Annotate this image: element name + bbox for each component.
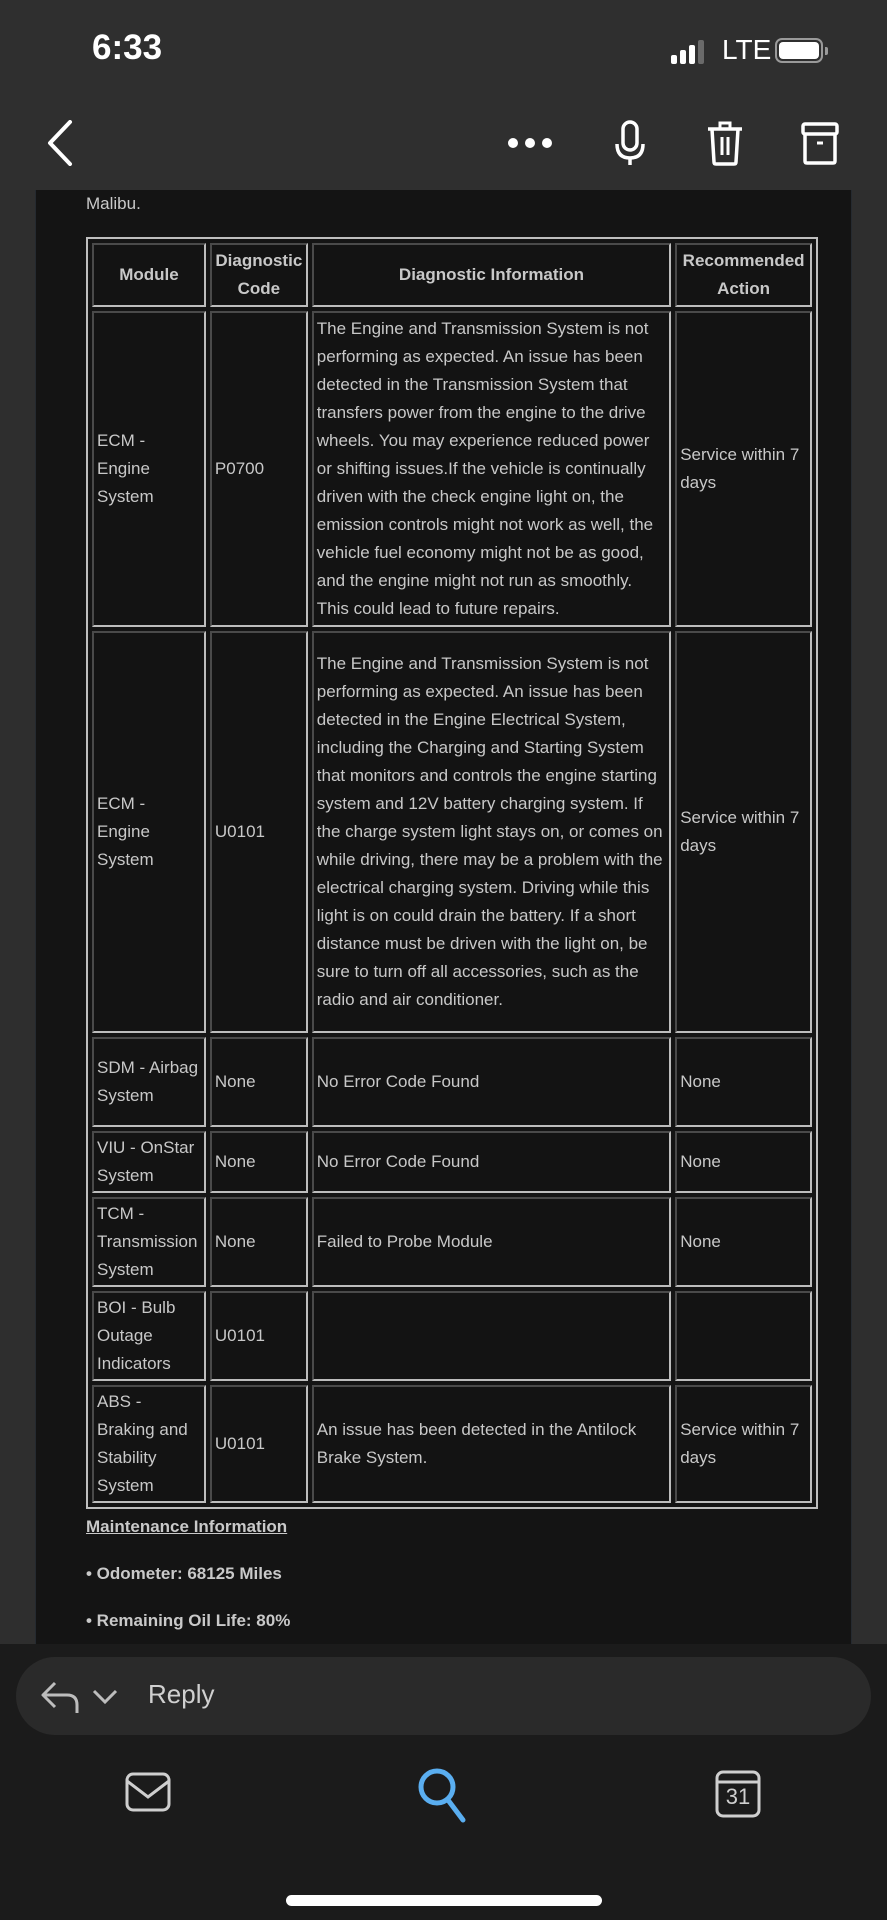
signal-icon xyxy=(671,40,707,64)
cell-action: None xyxy=(675,1197,812,1287)
maintenance-oil-life: • Remaining Oil Life: 80% xyxy=(86,1611,291,1630)
table-row xyxy=(92,1197,812,1287)
cell-action xyxy=(675,1291,812,1381)
cell-action: Service within 7 days xyxy=(675,631,812,1033)
header-module: Module xyxy=(92,243,206,307)
maintenance-title: Maintenance Information xyxy=(86,1517,288,1536)
cell-action: Service within 7 days xyxy=(675,311,812,627)
network-type: LTE xyxy=(722,34,772,65)
cell-action: Service within 7 days xyxy=(675,1385,812,1503)
calendar-day: 31 xyxy=(725,1784,751,1809)
cell-code: None xyxy=(210,1131,308,1193)
search-icon[interactable] xyxy=(415,1765,471,1825)
cell-info: The Engine and Transmission System is not performing as expected. An issue has been detected in the Transmission System that transfers power from the engine to the drive wheels. You may experience reduced power or shifting issues.If the vehicle is continually driven with the check engine light on, the emission controls might not work as well, the vehicle fuel economy might not be as good, and the engine might not run as smoothly. This could lead to future repairs. xyxy=(312,311,671,627)
cell-module: ECM - Engine System xyxy=(92,631,206,1033)
reply-bar[interactable] xyxy=(16,1657,871,1735)
cell-action: None xyxy=(675,1037,812,1127)
cell-code: U0101 xyxy=(210,1385,308,1503)
more-icon[interactable] xyxy=(505,128,555,158)
battery-icon xyxy=(775,38,823,63)
cell-info: An issue has been detected in the Antilock Brake System. xyxy=(312,1385,671,1503)
cell-module: SDM - Airbag System xyxy=(92,1037,206,1127)
table-row xyxy=(92,1291,812,1381)
cell-info: Failed to Probe Module xyxy=(312,1197,671,1287)
table-row xyxy=(92,1037,812,1127)
chevron-down-icon[interactable] xyxy=(90,1683,120,1711)
archive-icon[interactable] xyxy=(800,120,840,166)
maintenance-odometer: • Odometer: 68125 Miles xyxy=(86,1564,282,1583)
cell-info: No Error Code Found xyxy=(312,1037,671,1127)
cell-info: No Error Code Found xyxy=(312,1131,671,1193)
microphone-icon[interactable] xyxy=(610,120,650,166)
status-time: 6:33 xyxy=(92,28,163,67)
back-icon[interactable] xyxy=(40,118,80,168)
reply-label[interactable]: Reply xyxy=(148,1679,215,1709)
table-header-row xyxy=(92,243,812,307)
header-info: Diagnostic Information xyxy=(312,243,671,307)
mail-icon[interactable] xyxy=(122,1770,174,1814)
cell-action: None xyxy=(675,1131,812,1193)
table-row xyxy=(92,1131,812,1193)
cell-module: TCM - Transmission System xyxy=(92,1197,206,1287)
email-body xyxy=(35,190,852,1644)
status-bar xyxy=(0,0,887,100)
cell-code: P0700 xyxy=(210,311,308,627)
cell-module: VIU - OnStar System xyxy=(92,1131,206,1193)
cell-info xyxy=(312,1291,671,1381)
header-code: Diagnostic Code xyxy=(210,243,308,307)
nav-bar xyxy=(0,100,887,190)
cell-info: The Engine and Transmission System is not performing as expected. An issue has been detected in the Engine Electrical System, including the Charging and Starting System that monitors and controls the engine starting system and 12V battery charging system. If the charge system light stays on, or comes on while driving, there may be a problem with the electrical charging system. Driving while this light is on could drain the battery. If a short distance must be driven with the light on, be sure to turn off all accessories, such as the radio and air conditioner. xyxy=(312,631,671,1033)
table-row xyxy=(92,631,812,1033)
cell-code: U0101 xyxy=(210,1291,308,1381)
reply-arrow-icon[interactable] xyxy=(38,1677,82,1717)
intro-text: Malibu. xyxy=(86,194,141,213)
trash-icon[interactable] xyxy=(705,120,745,166)
cell-module: BOI - Bulb Outage Indicators xyxy=(92,1291,206,1381)
cell-module: ECM - Engine System xyxy=(92,311,206,627)
header-action: Recommended Action xyxy=(675,243,812,307)
cell-code: None xyxy=(210,1197,308,1287)
cell-code: None xyxy=(210,1037,308,1127)
table-row xyxy=(92,1385,812,1503)
diagnostics-table xyxy=(86,237,818,1509)
cell-code: U0101 xyxy=(210,631,308,1033)
home-indicator[interactable] xyxy=(286,1895,602,1906)
calendar-icon[interactable] xyxy=(712,1768,764,1820)
table-row xyxy=(92,311,812,627)
cell-module: ABS - Braking and Stability System xyxy=(92,1385,206,1503)
